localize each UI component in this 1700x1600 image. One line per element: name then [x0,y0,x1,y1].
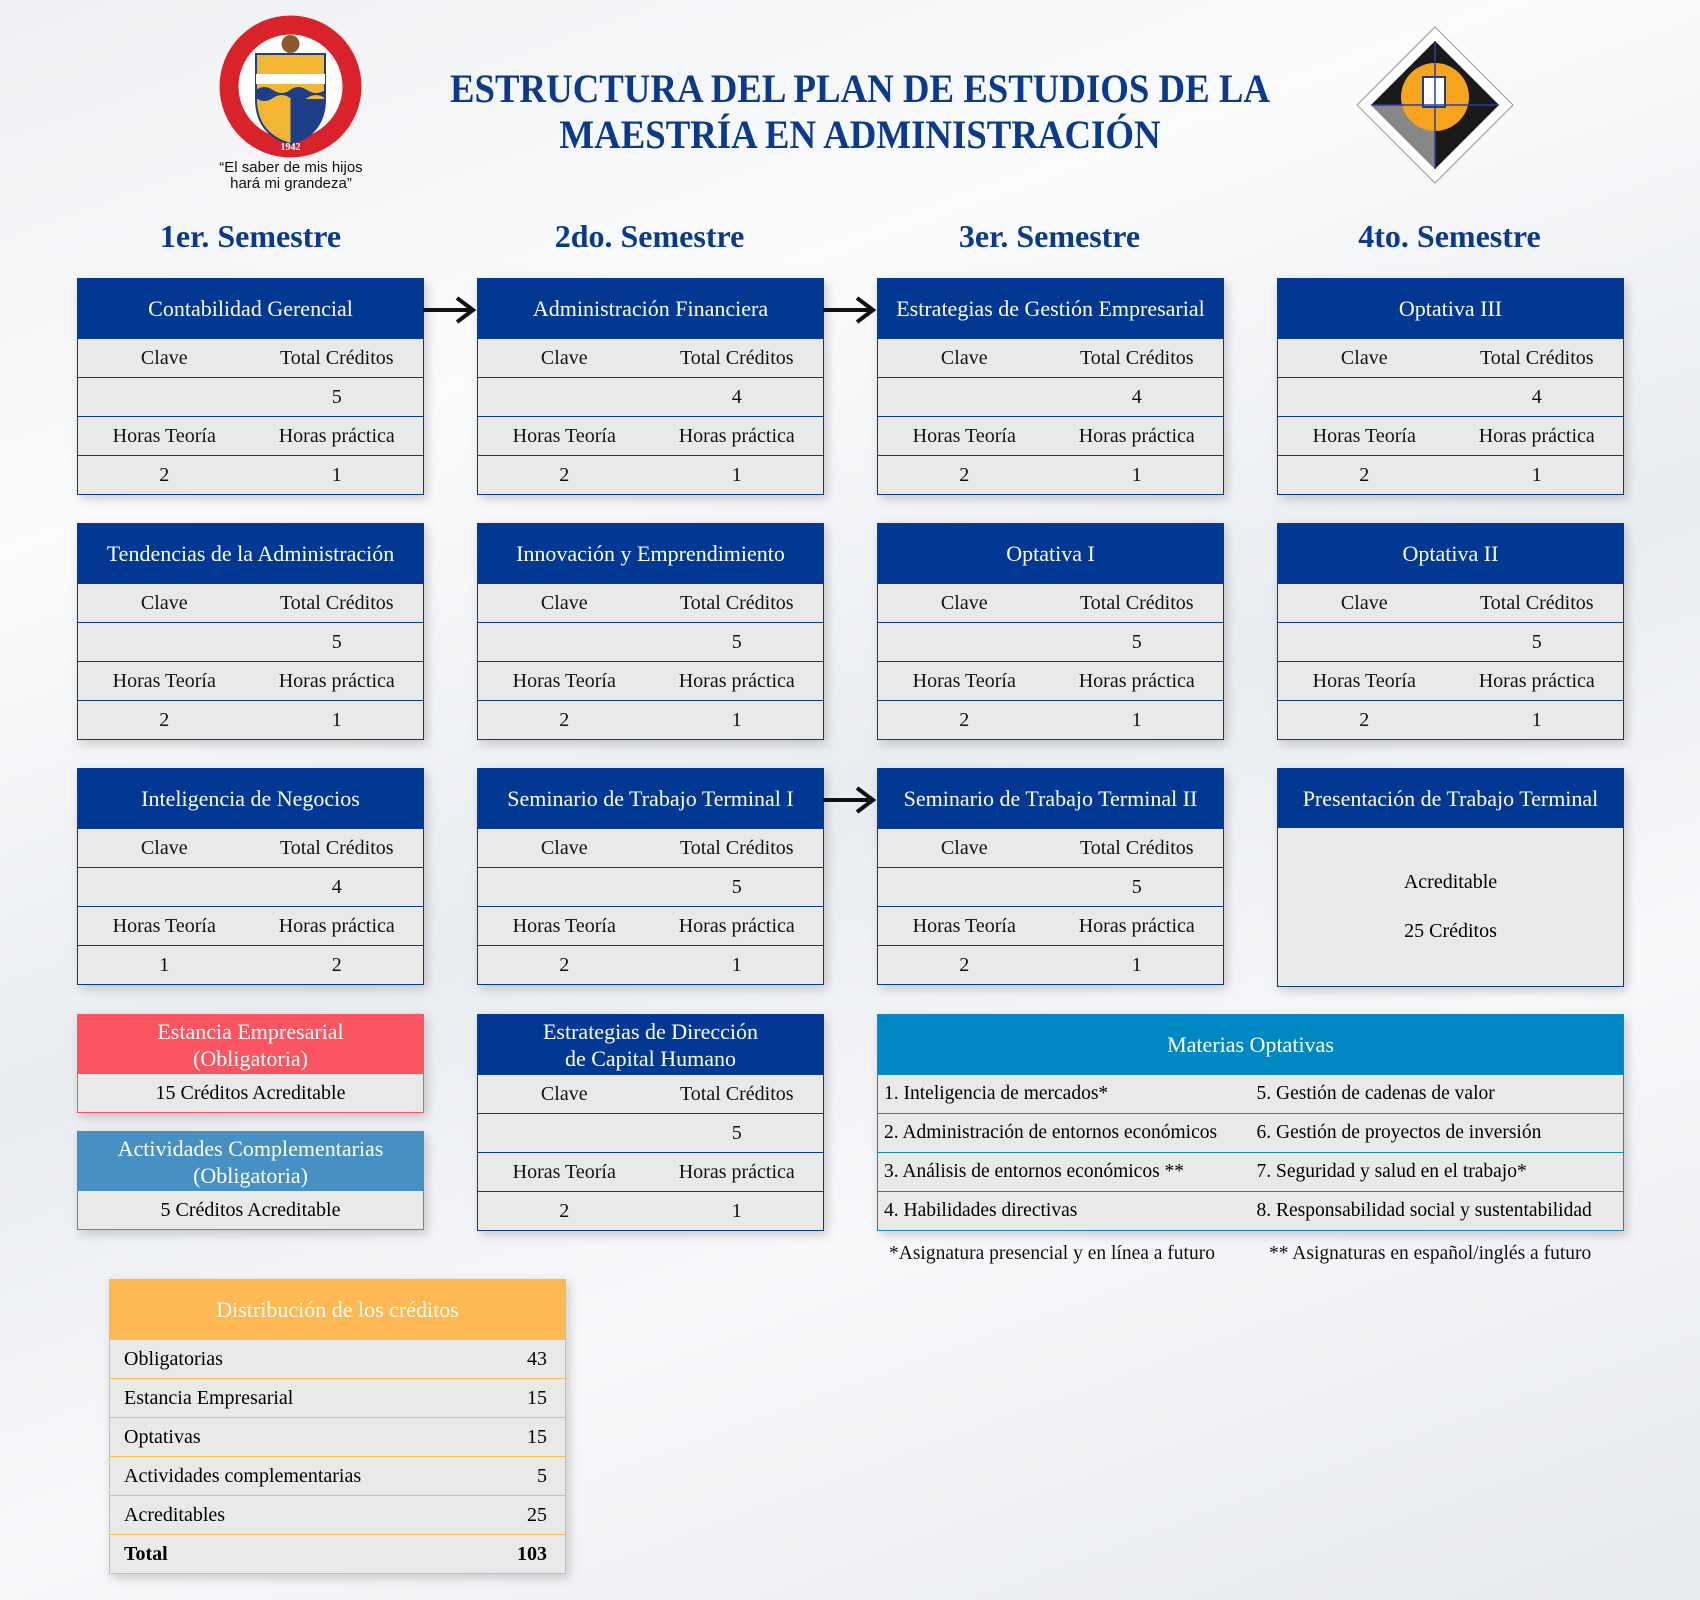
header-row [78,661,423,700]
estancia-card[interactable] [77,1014,424,1113]
distribution-value: 25 [527,1503,547,1526]
actividades-title [78,1132,423,1191]
distribution-value: 103 [517,1542,547,1565]
title-line-1: ESTRUCTURA DEL PLAN DE ESTUDIOS DE LA [449,66,1271,111]
horas-teoria-label: Horas Teoría [1312,424,1416,447]
creditos-value: 5 [1531,630,1542,653]
horas-practica-label: Horas práctica [1078,914,1195,937]
creditos-value: 5 [731,875,742,898]
semester-2-heading: 2do. Semestre [554,218,745,254]
header-row [478,661,823,700]
clave-label: Clave [940,346,988,369]
horas-practica-value: 1 [1131,708,1142,731]
distribution-row [110,1495,565,1534]
course-title-text: Optativa III [1398,296,1503,321]
horas-practica-label: Horas práctica [678,669,795,692]
university-tagline [210,160,372,192]
header-row [1278,338,1623,377]
estancia-title-line-2: (Obligatoria) [193,1045,308,1071]
horas-practica-value: 1 [1531,463,1542,486]
creditos-value: 5 [731,630,742,653]
header-row [1278,583,1623,622]
clave-label: Clave [540,346,588,369]
course-title-text: Optativa II [1402,541,1499,566]
course-card-presentacion[interactable] [1277,768,1624,987]
course-title-text: Seminario de Trabajo Terminal II [903,786,1198,811]
course-title-text: Estrategias de Gestión Empresarial [896,296,1205,321]
horas-practica-value: 1 [731,1199,742,1222]
distribution-row [110,1339,565,1378]
optativa-item: 6. Gestión de proyectos de inversión [1256,1122,1542,1143]
header-row [1278,416,1623,455]
distribution-value: 5 [537,1464,547,1487]
header-row [478,583,823,622]
clave-label: Clave [540,836,588,859]
header-row [78,416,423,455]
course-title-text: Innovación y Emprendimiento [516,541,785,566]
title-line-2: MAESTRÍA EN ADMINISTRACIÓN [559,112,1161,157]
distribution-value: 15 [527,1386,547,1409]
optativas-title: Materias Optativas [878,1015,1623,1074]
course-card[interactable] [477,278,824,495]
creditos-value: 5 [331,630,342,653]
horas-teoria-value: 2 [559,1199,570,1222]
horas-practica-label: Horas práctica [678,1160,795,1183]
value-row [1278,622,1623,661]
optativa-item: 1. Inteligencia de mercados* [884,1083,1109,1104]
course-title-text: Seminario de Trabajo Terminal I [507,786,794,811]
course-card[interactable] [877,278,1224,495]
course-card[interactable] [877,523,1224,740]
optativas-row [878,1191,1623,1230]
course-title-text: Contabilidad Gerencial [148,296,353,321]
total-creditos-label: Total Créditos [1079,836,1194,859]
footnote-1: *Asignatura presencial y en línea a futuro [889,1243,1215,1264]
total-creditos-label: Total Créditos [279,836,394,859]
clave-label: Clave [540,591,588,614]
course-title-text: Optativa I [1006,541,1095,566]
horas-teoria-label: Horas Teoría [112,914,216,937]
course-title: Presentación de Trabajo Terminal [1278,769,1623,828]
header-row [78,583,423,622]
horas-teoria-label: Horas Teoría [512,669,616,692]
value-row [878,622,1223,661]
header-row [878,416,1223,455]
course-card[interactable] [77,523,424,740]
distribution-row [110,1417,565,1456]
acreditable-label: Acreditable [1403,871,1498,893]
header-row [878,338,1223,377]
course-card[interactable] [477,523,824,740]
horas-practica-label: Horas práctica [278,424,395,447]
svg-text:1942: 1942 [280,142,301,153]
header-row [1278,661,1623,700]
distribution-label: Total [124,1542,168,1565]
optativa-item: 2. Administración de entornos económicos [884,1122,1218,1143]
optativa-item: 8. Responsabilidad social y sustentabilidad [1256,1200,1592,1221]
creditos-value: 5 [731,1121,742,1144]
course-title [1278,524,1623,583]
course-title [878,524,1223,583]
horas-practica-value: 1 [731,463,742,486]
department-logo [1355,25,1515,185]
clave-label: Clave [140,591,188,614]
header-row [878,906,1223,945]
tagline-line-2: hará mi grandeza” [230,175,352,192]
course-title [478,279,823,338]
horas-teoria-value: 2 [159,463,170,486]
credits-label: 25 Créditos [1404,920,1497,942]
distribution-row [110,1534,565,1573]
creditos-value: 4 [1531,385,1542,408]
distribution-label: Acreditables [124,1503,226,1526]
value-row [1278,377,1623,416]
optativa-item: 5. Gestión de cadenas de valor [1256,1083,1495,1104]
clave-label: Clave [140,836,188,859]
horas-practica-value: 1 [731,708,742,731]
creditos-value: 5 [331,385,342,408]
course-card[interactable] [1277,523,1624,740]
value-row [78,377,423,416]
optativas-row [878,1113,1623,1152]
value-row [78,455,423,494]
course-title-line-1: Estrategias de Dirección [542,1018,758,1044]
distribution-value: 15 [527,1425,547,1448]
total-creditos-label: Total Créditos [279,346,394,369]
course-card[interactable] [477,1014,824,1231]
creditos-value: 5 [1131,875,1142,898]
total-creditos-label: Total Créditos [1079,591,1194,614]
header-row [478,828,823,867]
clave-label: Clave [1340,346,1388,369]
distribution-row [110,1378,565,1417]
course-title [78,524,423,583]
distribution-row [110,1456,565,1495]
value-row [478,945,823,984]
course-title [78,769,423,828]
horas-teoria-value: 2 [1359,463,1370,486]
horas-practica-value: 1 [1131,953,1142,976]
clave-label: Clave [940,591,988,614]
horas-teoria-value: 2 [1359,708,1370,731]
course-title-text: Inteligencia de Negocios [141,786,360,811]
actividades-title-line-1: Actividades Complementarias [117,1135,384,1161]
page-title [418,66,1301,158]
course-card[interactable] [877,768,1224,985]
semester-1-heading: 1er. Semestre [159,218,342,254]
horas-teoria-value: 2 [159,708,170,731]
total-creditos-label: Total Créditos [1479,346,1594,369]
creditos-value: 4 [731,385,742,408]
actividades-card[interactable] [77,1131,424,1230]
horas-practica-value: 1 [1131,463,1142,486]
distribution-value: 43 [527,1347,547,1370]
total-creditos-label: Total Créditos [1479,591,1594,614]
horas-teoria-label: Horas Teoría [1312,669,1416,692]
actividades-credits: 5 Créditos Acreditable [160,1198,341,1221]
semester-4-heading: 4to. Semestre [1358,218,1541,254]
course-title [478,769,823,828]
creditos-value: 4 [331,875,342,898]
value-row [878,455,1223,494]
header-row [478,1074,823,1113]
total-creditos-label: Total Créditos [1079,346,1194,369]
horas-teoria-label: Horas Teoría [912,424,1016,447]
header-row [878,828,1223,867]
horas-teoria-label: Horas Teoría [512,424,616,447]
horas-teoria-label: Horas Teoría [512,1160,616,1183]
header-row [78,338,423,377]
clave-label: Clave [540,1082,588,1105]
horas-practica-value: 2 [331,953,342,976]
header-row [478,906,823,945]
header-row [78,906,423,945]
horas-practica-value: 1 [1531,708,1542,731]
actividades-title-line-2: (Obligatoria) [193,1162,308,1188]
optativa-item: 3. Análisis de entornos económicos ** [884,1161,1185,1182]
horas-practica-label: Horas práctica [1478,424,1595,447]
header-row [478,416,823,455]
value-row [78,622,423,661]
horas-practica-label: Horas práctica [678,914,795,937]
distribution-title: Distribución de los créditos [110,1280,565,1339]
total-creditos-label: Total Créditos [679,346,794,369]
course-title-text: Administración Financiera [532,296,769,321]
horas-practica-label: Horas práctica [278,914,395,937]
value-row [878,377,1223,416]
horas-teoria-label: Horas Teoría [112,424,216,447]
header-row [878,661,1223,700]
value-row [1278,700,1623,739]
distribution-label: Estancia Empresarial [124,1386,294,1409]
horas-practica-label: Horas práctica [678,424,795,447]
horas-teoria-label: Horas Teoría [112,669,216,692]
course-title [1278,279,1623,338]
clave-label: Clave [940,836,988,859]
estancia-credits: 15 Créditos Acreditable [155,1081,346,1104]
optativa-item: 4. Habilidades directivas [884,1200,1078,1221]
semester-3-heading: 3er. Semestre [958,218,1141,254]
header-row [78,828,423,867]
horas-teoria-label: Horas Teoría [512,914,616,937]
optativas-row [878,1152,1623,1191]
arrow-right-icon [821,785,877,815]
value-row [478,622,823,661]
course-card[interactable] [77,768,424,985]
clave-label: Clave [1340,591,1388,614]
value-row [878,867,1223,906]
creditos-value: 4 [1131,385,1142,408]
horas-practica-value: 1 [331,463,342,486]
credit-distribution-table [109,1279,566,1574]
arrow-right-icon [421,295,477,325]
optativa-item: 7. Seguridad y salud en el trabajo* [1256,1161,1527,1182]
course-card[interactable] [1277,278,1624,495]
estancia-title-line-1: Estancia Empresarial [157,1018,344,1044]
distribution-label: Optativas [124,1425,201,1448]
value-row [878,945,1223,984]
horas-teoria-value: 2 [559,953,570,976]
course-title [478,524,823,583]
value-row [478,1113,823,1152]
value-row [78,945,423,984]
value-row [1278,455,1623,494]
horas-teoria-value: 2 [559,708,570,731]
header-row [878,583,1223,622]
horas-teoria-value: 2 [559,463,570,486]
value-row [878,700,1223,739]
course-title [78,279,423,338]
arrow-right-icon [821,295,877,325]
horas-practica-value: 1 [731,953,742,976]
horas-teoria-value: 2 [959,953,970,976]
total-creditos-label: Total Créditos [679,591,794,614]
course-card[interactable] [477,768,824,985]
horas-practica-label: Horas práctica [1078,669,1195,692]
estancia-title [78,1015,423,1074]
horas-practica-value: 1 [331,708,342,731]
value-row [78,700,423,739]
total-creditos-label: Total Créditos [679,836,794,859]
optativas-table [877,1014,1624,1231]
course-title [878,769,1223,828]
value-row [478,1191,823,1230]
unison-logo [218,14,363,159]
course-title [478,1015,823,1074]
distribution-label: Actividades complementarias [124,1464,362,1487]
clave-label: Clave [140,346,188,369]
value-row [78,867,423,906]
course-title [878,279,1223,338]
horas-practica-label: Horas práctica [1478,669,1595,692]
course-card[interactable] [77,278,424,495]
optativas-row [878,1074,1623,1113]
value-row [478,455,823,494]
header-row [478,338,823,377]
value-row [478,377,823,416]
horas-teoria-value: 2 [959,708,970,731]
horas-teoria-label: Horas Teoría [912,669,1016,692]
course-title-text: Tendencias de la Administración [106,541,395,566]
creditos-value: 5 [1131,630,1142,653]
total-creditos-label: Total Créditos [679,1082,794,1105]
horas-practica-label: Horas práctica [1078,424,1195,447]
horas-teoria-value: 2 [959,463,970,486]
horas-practica-label: Horas práctica [278,669,395,692]
value-row [478,700,823,739]
course-title-line-2: de Capital Humano [564,1045,737,1071]
footnote-2: ** Asignaturas en español/inglés a futuro [1269,1243,1592,1264]
total-creditos-label: Total Créditos [279,591,394,614]
horas-teoria-value: 1 [159,953,170,976]
value-row [478,867,823,906]
header-row [478,1152,823,1191]
horas-teoria-label: Horas Teoría [912,914,1016,937]
tagline-line-1: “El saber de mis hijos [219,159,363,176]
distribution-label: Obligatorias [124,1347,223,1370]
